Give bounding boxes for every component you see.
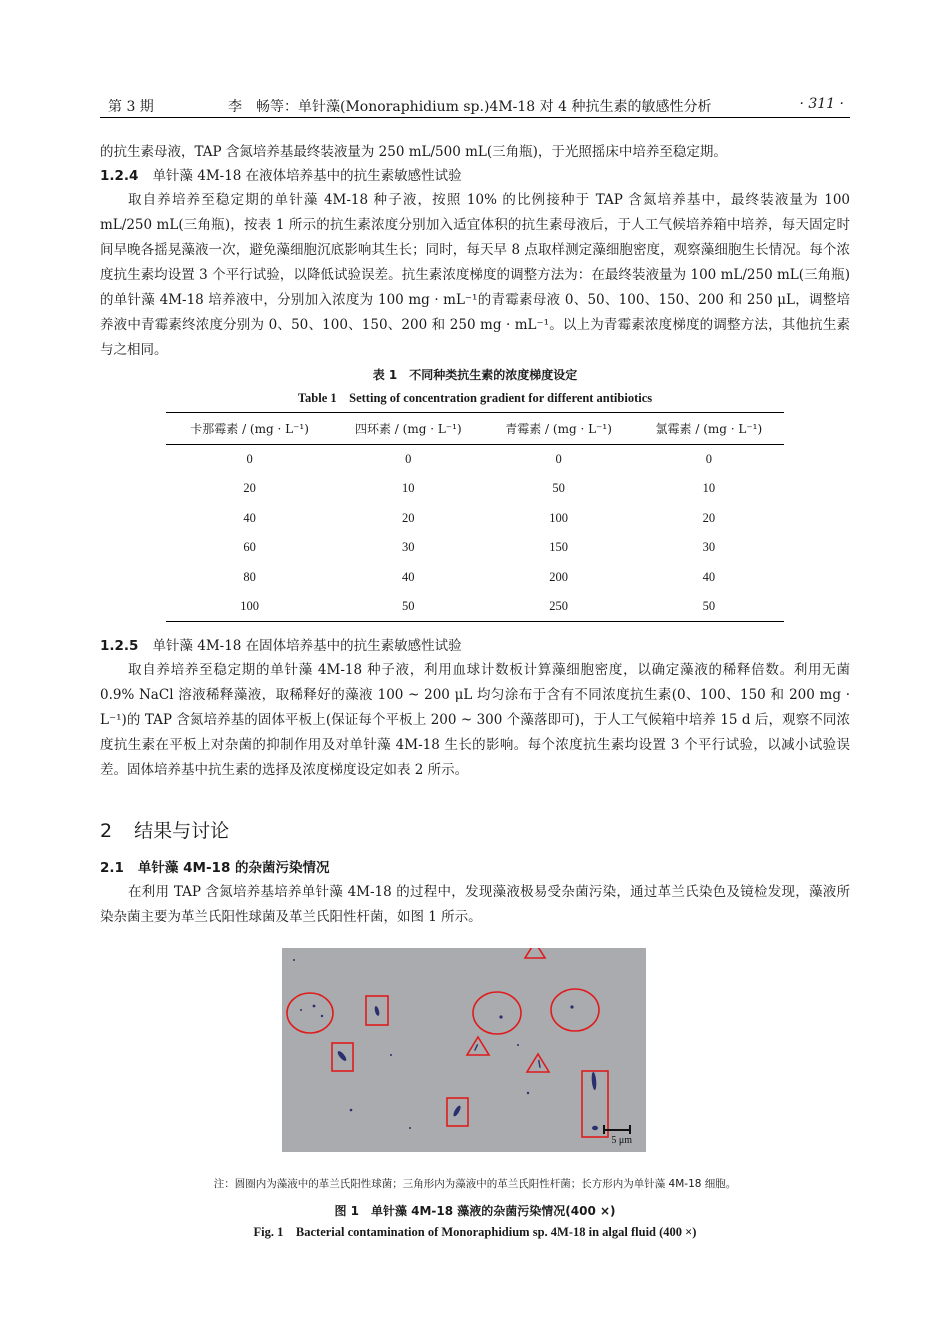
table-cell: 60 bbox=[243, 540, 256, 555]
section-heading-2 bbox=[100, 816, 229, 843]
table-cell: 0 bbox=[705, 452, 712, 466]
table-row bbox=[166, 445, 784, 475]
table-cell: 10 bbox=[702, 481, 716, 496]
section-heading-1-2-5 bbox=[100, 634, 462, 654]
section-title: 单针藻 4M-18 的杂菌污染情况 bbox=[137, 860, 330, 876]
coccus-circle-marker bbox=[551, 989, 599, 1031]
table-row bbox=[166, 504, 784, 534]
table-header-row bbox=[166, 413, 784, 445]
table-cell: 50 bbox=[333, 592, 483, 622]
column-header: 四环素 / (mg · L⁻¹) bbox=[333, 413, 483, 445]
table-row bbox=[166, 563, 784, 593]
bacillus-triangle-marker bbox=[467, 1037, 489, 1055]
column-header: 氯霉素 / (mg · L⁻¹) bbox=[634, 413, 784, 445]
issue-number: 第 3 期 bbox=[108, 99, 154, 115]
table-row bbox=[166, 533, 784, 563]
section-number: 2 bbox=[100, 820, 113, 842]
cells bbox=[293, 959, 598, 1130]
table-cell: 20 bbox=[402, 510, 415, 525]
table-cell: 40 bbox=[402, 569, 415, 584]
micrograph-figure bbox=[282, 948, 646, 1152]
table-cell: 100 bbox=[166, 592, 333, 622]
table-cell: 50 bbox=[634, 592, 784, 622]
figure-note: 注：圆圈内为藻液中的革兰氏阳性球菌；三角形内为藻液中的革兰氏阳性杆菌；长方形内为单针藻 4M-18 细胞。 bbox=[213, 1178, 737, 1190]
paragraph-1-2-5: 取自养培养至稳定期的单针藻 4M-18 种子液，利用血球计数板计算藻细胞密度，以确定藻液的稀释倍数。利用无菌 0.9% NaCl 溶液稀释藻液，取稀释好的藻液 100 ~ 200 μL 均匀涂布于含有不同浓度抗生素(0、100、150 和 200 mg · L⁻¹)的 TAP 含氮培养基的固体平板上(保证每个平板上 200 ~ 300 个藻落即可)，于人工气候箱中培养 15 d 后，观察不同浓度抗生素在平板上对杂菌的抑制作用及对单针藻 4M-18 生长的影响。每个浓度抗生素均设置 3 个平行试验，以减小试验误差。固体培养基中抗生素的选择及浓度梯度设定如表 2 所示。 bbox=[100, 662, 850, 778]
paragraph-1-2-4: 取自养培养至稳定期的单针藻 4M-18 种子液，按照 10% 的比例接种于 TAP 含氮培养基中，最终装液量为 100 mL/250 mL(三角瓶)，按表 1 所示的抗生素浓度分别加入适宜体积的抗生素母液后，于人工气候培养箱中培养，每天固定时间早晚各摇晃藻液一次，避免藻细胞沉底影响其生长；同时，每天早 8 点取样测定藻细胞密度，观察藻细胞生长情况。每个浓度抗生素均设置 3 个平行试验，以降低试验误差。抗生素浓度梯度的调整方法为：在最终装液量为 100 mL/250 mL(三角瓶)的单针藻 4M-18 培养液中，分别加入浓度为 100 mg · mL⁻¹的青霉素母液 0、50、100、150、200 和 250 μL，调整培养液中青霉素终浓度分别为 0、50、100、150、200 和 250 mg · mL⁻¹。以上为青霉素浓度梯度的调整方法，其他抗生素与之相同。 bbox=[100, 192, 850, 358]
table-row bbox=[166, 592, 784, 622]
section-title: 单针藻 4M-18 在固体培养基中的抗生素敏感性试验 bbox=[152, 638, 462, 654]
table-row bbox=[166, 474, 784, 504]
table-cell: 40 bbox=[702, 569, 716, 584]
table-cell: 80 bbox=[243, 569, 256, 584]
section-title: 单针藻 4M-18 在液体培养基中的抗生素敏感性试验 bbox=[152, 168, 462, 184]
table-cell: 40 bbox=[243, 510, 256, 525]
table-cell: 10 bbox=[402, 481, 415, 496]
cocci-markers bbox=[287, 989, 599, 1034]
table-cell: 100 bbox=[549, 510, 568, 525]
table-cell: 50 bbox=[552, 481, 565, 496]
coccus-circle-marker bbox=[473, 992, 521, 1034]
running-header bbox=[100, 92, 850, 118]
table-cell: 250 bbox=[483, 592, 633, 622]
paragraph-continuation: 的抗生素母液，TAP 含氮培养基最终装液量为 250 mL/500 mL(三角瓶)，于光照摇床中培养至稳定期。 bbox=[100, 144, 727, 160]
section-heading-2-1 bbox=[100, 856, 330, 876]
algal-cell-markers bbox=[332, 996, 608, 1137]
table-cell: 150 bbox=[549, 540, 568, 555]
column-header: 青霉素 / (mg · L⁻¹) bbox=[483, 413, 633, 445]
table-caption-cn: 表 1 不同种类抗生素的浓度梯度设定 bbox=[372, 368, 578, 382]
section-number: 1.2.5 bbox=[100, 638, 139, 654]
table-cell: 20 bbox=[702, 510, 716, 525]
table-cell: 30 bbox=[402, 540, 415, 555]
coccus-circle-marker bbox=[287, 993, 333, 1033]
figure-caption-cn: 图 1 单针藻 4M-18 藻液的杂菌污染情况(400 ×) bbox=[334, 1204, 616, 1218]
table-cell: 0 bbox=[246, 452, 253, 466]
bacillus-triangle-marker bbox=[525, 948, 545, 958]
paragraph-2-1: 在利用 TAP 含氮培养基培养单针藻 4M-18 的过程中，发现藻液极易受杂菌污染，通过革兰氏染色及镜检发现，藻液所染杂菌主要为革兰氏阳性球菌及革兰氏阳性杆菌，如图 1 所示。 bbox=[100, 884, 850, 925]
table-cell: 200 bbox=[549, 569, 568, 584]
micrograph-image bbox=[282, 948, 646, 1152]
section-title: 结果与讨论 bbox=[134, 820, 230, 842]
section-number: 2.1 bbox=[100, 860, 124, 876]
concentration-table bbox=[166, 412, 784, 622]
bacilli-markers bbox=[467, 948, 549, 1072]
figure-caption-en: Fig. 1 Bacterial contamination of Monoraphidium sp. 4M-18 in algal fluid (400 ×) bbox=[253, 1225, 697, 1239]
bacillus-triangle-marker bbox=[527, 1054, 549, 1072]
scale-bar-label: 5 μm bbox=[611, 1135, 632, 1146]
page-number: · 311 · bbox=[799, 96, 844, 112]
table-cell: 30 bbox=[702, 540, 716, 555]
column-header: 卡那霉素 / (mg · L⁻¹) bbox=[166, 413, 333, 445]
table-cell: 20 bbox=[243, 481, 256, 496]
table-cell: 0 bbox=[405, 452, 412, 466]
running-title: 李 畅等：单针藻(Monoraphidium sp.)4M-18 对 4 种抗生素的敏感性分析 bbox=[228, 99, 712, 115]
section-number: 1.2.4 bbox=[100, 168, 139, 184]
table-cell: 0 bbox=[555, 452, 562, 466]
section-heading-1-2-4 bbox=[100, 164, 462, 184]
table-caption-en: Table 1 Setting of concentration gradient for different antibiotics bbox=[297, 391, 653, 405]
